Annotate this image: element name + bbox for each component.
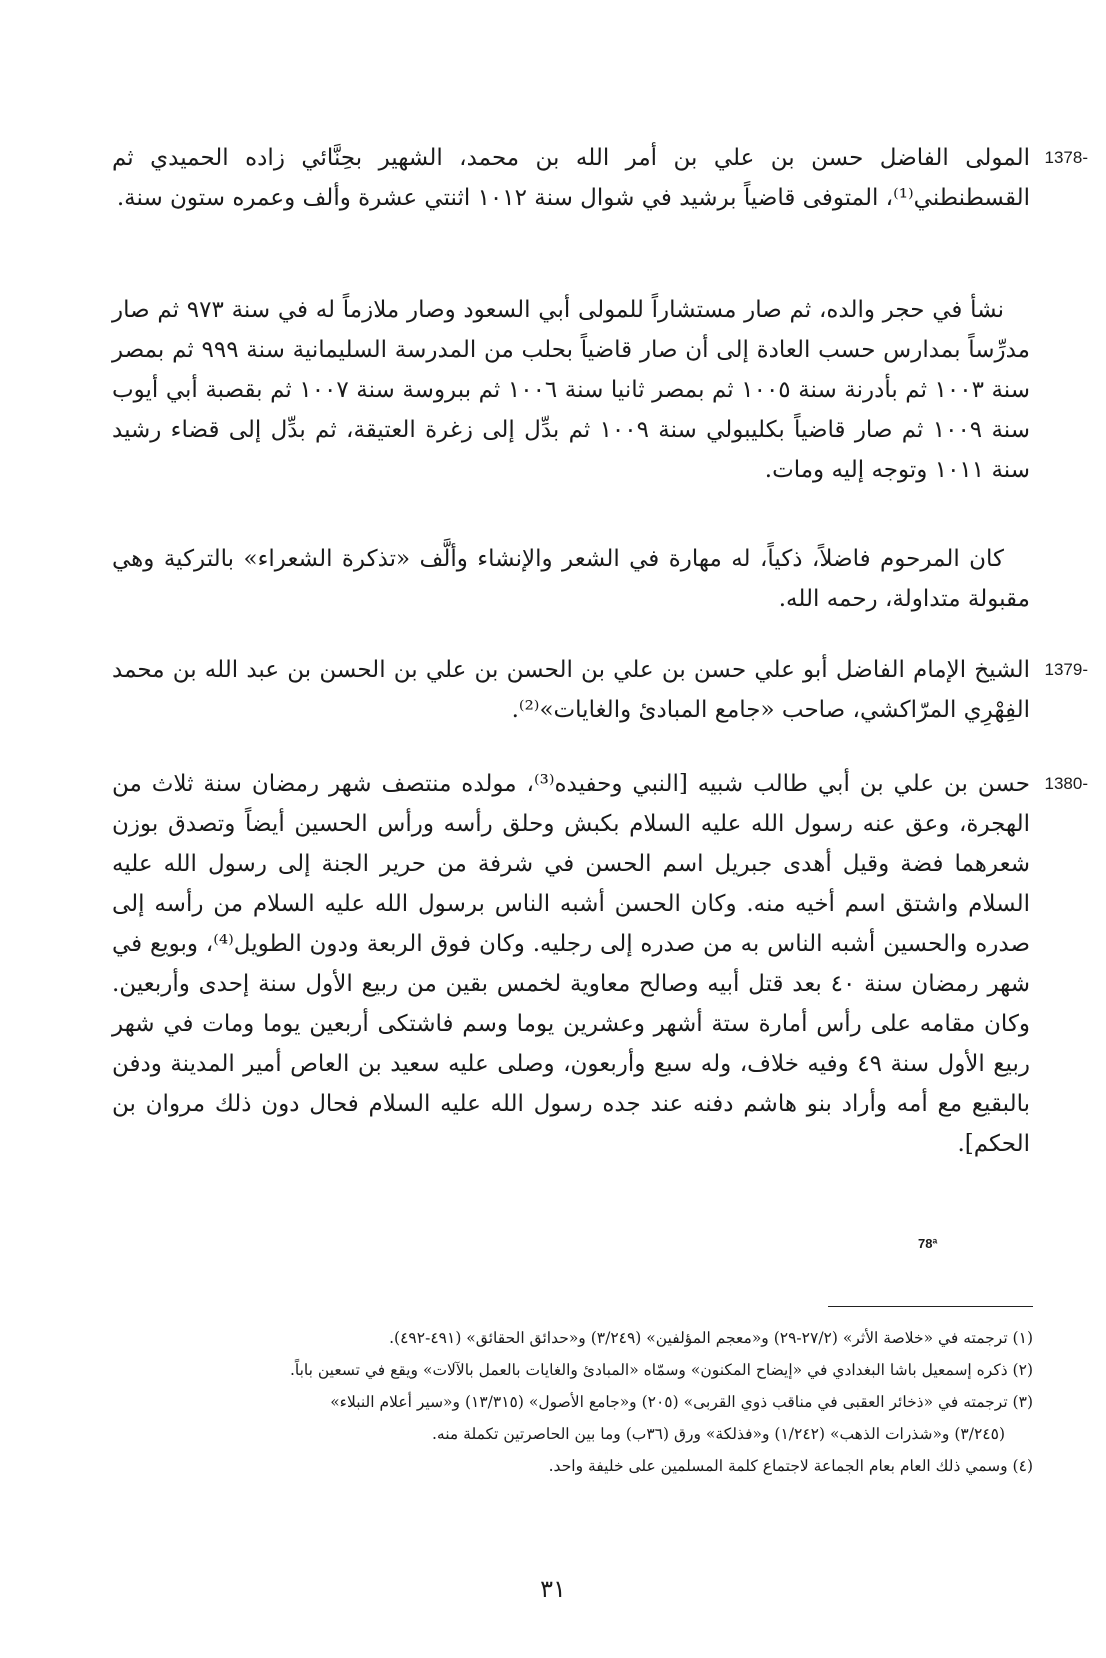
entry-1380	[112, 764, 1088, 1164]
footnote-divider	[828, 1306, 1033, 1307]
entry-number: 1380-	[1044, 774, 1088, 793]
paragraph-text: كان المرحوم فاضلاً، ذكياً، له مهارة في الشعر والإنشاء وألَّف «تذكرة الشعراء» بالتركية وهي مقبولة متداولة، رحمه الله.	[112, 546, 1030, 612]
entry-heading-text: الشيخ الإمام الفاضل أبو علي حسن بن علي بن الحسن بن علي بن الحسن بن عبد الله بن محمد الفِهْرِي المرّاكشي، صاحب «جامع المبادئ والغايات»⁽²⁾.	[112, 657, 1030, 723]
footnote-item: (١) ترجمته في «خلاصة الأثر» (٢٧/٢-٢٩) و«معجم المؤلفين» (٣/٢٤٩) و«حدائق الحقائق» (٤٩١-٤٩٢).	[389, 1329, 1033, 1347]
entry-1378	[112, 138, 1088, 218]
entry-1379	[112, 650, 1088, 730]
entry-heading-text: المولى الفاضل حسن بن علي بن أمر الله بن محمد، الشهير بحِنَّائي زاده الحميدي ثم القسطنطني⁽¹⁾، المتوفى قاضياً برشيد في شوال سنة ١٠١٢ اثنتي عشرة وألف وعمره ستون سنة.	[112, 145, 1030, 211]
entry-number: 1379-	[1044, 660, 1088, 679]
footnote-item: (٢) ذكره إسمعيل باشا البغدادي في «إيضاح المكنون» وسمّاه «المبادئ والغايات بالعمل بالآلات» ويقع في تسعين باباً.	[289, 1361, 1033, 1379]
footnote-item: (٣) ترجمته في «ذخائر العقبى في مناقب ذوي القربى» (٢٠٥) و«جامع الأصول» (١٣/٣١٥) و«سير أعلام النبلاء»	[330, 1393, 1033, 1411]
footnote-item-continuation: (٣/٢٤٥) و«شذرات الذهب» (١/٢٤٢) و«فذلكة» ورق (٣٦ب) وما بين الحاصرتين تكملة منه.	[432, 1425, 1005, 1443]
page-number: ٣١	[540, 1575, 566, 1603]
footnote-item: (٤) وسمي ذلك العام بعام الجماعة لاجتماع كلمة المسلمين على خليفة واحد.	[548, 1457, 1033, 1475]
paragraph-biography	[112, 290, 1030, 490]
manuscript-folio-note: 78ª	[918, 1236, 938, 1251]
entry-number: 1378-	[1044, 148, 1088, 167]
entry-heading-text: حسن بن علي بن أبي طالب شبيه [النبي وحفيده⁽³⁾، مولده منتصف شهر رمضان سنة ثلاث من الهجرة، وعق عنه رسول الله عليه السلام بكبش وحلق رأسه ورأس الحسين أيضاً وتصدق بوزن شعرهما فضة وقيل أهدى جبريل اسم الحسن في شرفة من حرير الجنة إلى رسول الله عليه السلام واشتق اسم أخيه منه. وكان الحسن أشبه الناس برسول الله عليه السلام من رأسه إلى صدره والحسين أشبه الناس به من صدره إلى رجليه. وكان فوق الربعة ودون الطويل⁽⁴⁾، وبويع في شهر رمضان سنة ٤٠ بعد قتل أبيه وصالح معاوية لخمس بقين من ربيع الأول سنة إحدى وأربعين. وكان مقامه على رأس أمارة ستة أشهر وعشرين يوما وسم فاشتكى أربعين يوما ومات في شهر ربيع الأول سنة ٤٩ وفيه خلاف، وله سبع وأربعون، وصلى عليه سعيد بن العاص أمير المدينة ودفن بالبقيع مع أمه وأراد بنو هاشم دفنه عند جده رسول الله عليه السلام فحال دون ذلك مروان بن الحكم].	[112, 771, 1031, 1157]
paragraph-text: نشأ في حجر والده، ثم صار مستشاراً للمولى أبي السعود وصار ملازماً له في سنة ٩٧٣ ثم صار مدرِّساً بمدارس حسب العادة إلى أن صار قاضياً بحلب من المدرسة السليمانية سنة ٩٩٩ ثم بمصر سنة ١٠٠٣ ثم بأدرنة سنة ١٠٠٥ ثم بمصر ثانيا سنة ١٠٠٦ ثم ببروسة سنة ١٠٠٧ ثم بقصبة أبي أيوب سنة ١٠٠٩ ثم صار قاضياً بكليبولي سنة ١٠٠٩ ثم بدِّل إلى زغرة العتيقة، ثم بدِّل إلى قضاء رشيد سنة ١٠١١ وتوجه إليه ومات.	[112, 297, 1031, 483]
paragraph-character	[112, 539, 1030, 619]
footnotes	[185, 1322, 1033, 1482]
